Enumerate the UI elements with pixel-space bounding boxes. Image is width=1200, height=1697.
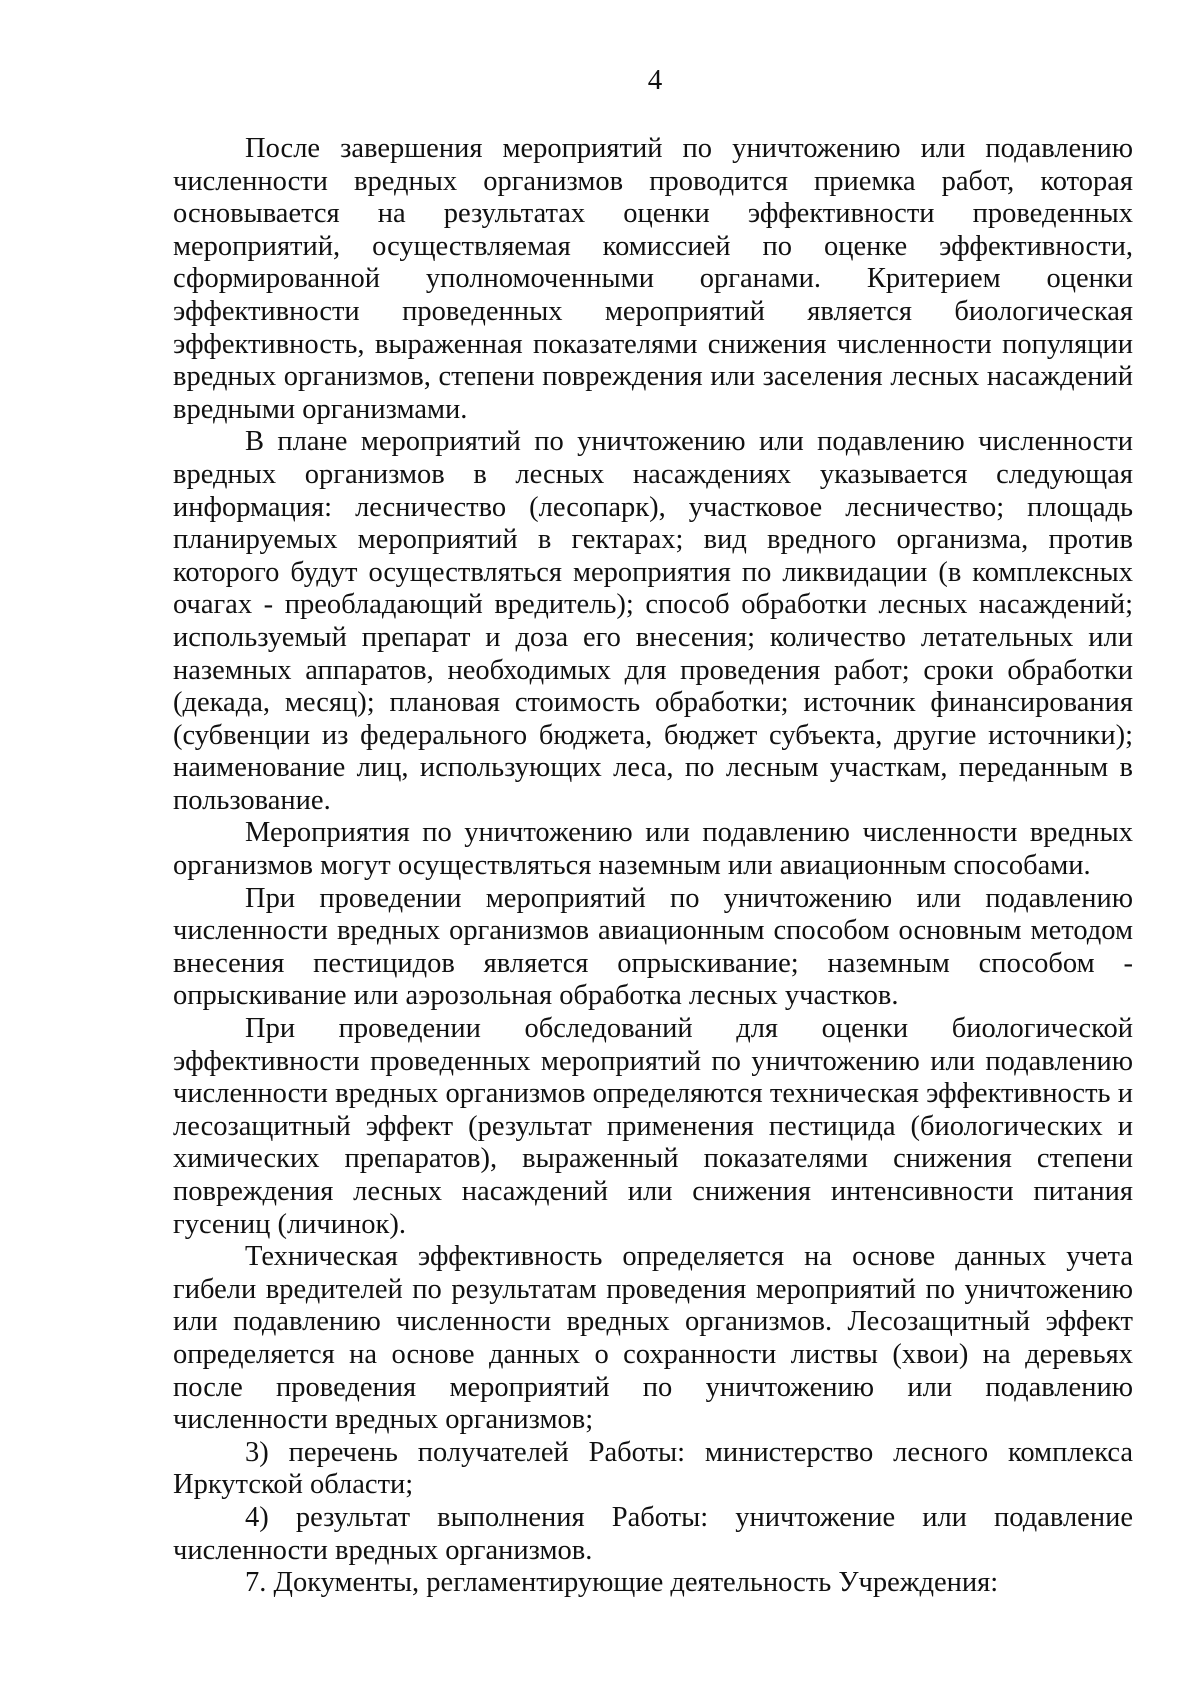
paragraph-methods: Мероприятия по уничтожению или подавлению численности вредных организмов могут осуществляться наземным или авиационным способами. [173, 817, 1133, 882]
list-item-result: 4) результат выполнения Работы: уничтожение или подавление численности вредных организмов. [173, 1501, 1133, 1566]
list-item-recipients: 3) перечень получателей Работы: министерство лесного комплекса Иркутской области; [173, 1436, 1133, 1501]
document-body [173, 133, 1133, 1600]
paragraph-plan-information: В плане мероприятий по уничтожению или подавлению численности вредных организмов в лесных насаждениях указывается следующая информация: лесничество (лесопарк), участковое лесничество; площадь планируемых мероприятий в гектарах; вид вредного организма, против которого будут осуществляться мероприятия по ликвидации (в комплексных очагах - преобладающий вредитель); способ обработки лесных насаждений; используемый препарат и доза его внесения; количество летательных или наземных аппаратов, необходимых для проведения работ; сроки обработки (декада, месяц); плановая стоимость обработки; источник финансирования (субвенции из федерального бюджета, бюджет субъекта, другие источники); наименование лиц, использующих леса, по лесным участкам, переданным в пользование. [173, 426, 1133, 816]
paragraph-aviation-method: При проведении мероприятий по уничтожению или подавлению численности вредных организмов авиационным способом основным методом внесения пестицидов является опрыскивание; наземным способом - опрыскивание или аэрозольная обработка лесных участков. [173, 882, 1133, 1012]
paragraph-technical-efficiency: Техническая эффективность определяется на основе данных учета гибели вредителей по результатам проведения мероприятий по уничтожению или подавлению численности вредных организмов. Лесозащитный эффект определяется на основе данных о сохранности листвы (хвои) на деревьях после проведения мероприятий по уничтожению или подавлению численности вредных организмов; [173, 1241, 1133, 1436]
paragraph-biological-efficiency: При проведении обследований для оценки биологической эффективности проведенных мероприятий по уничтожению или подавлению численности вредных организмов определяются техническая эффективность и лесозащитный эффект (результат применения пестицида (биологических и химических препаратов), выраженный показателями снижения степени повреждения лесных насаждений или снижения интенсивности питания гусениц (личинок). [173, 1013, 1133, 1240]
paragraph-acceptance-of-works: После завершения мероприятий по уничтожению или подавлению численности вредных организмов проводится приемка работ, которая основывается на результатах оценки эффективности проведенных мероприятий, осуществляемая комиссией по оценке эффективности, сформированной уполномоченными органами. Критерием оценки эффективности проведенных мероприятий является биологическая эффективность, выраженная показателями снижения численности популяции вредных организмов, степени повреждения или заселения лесных насаждений вредными организмами. [173, 133, 1133, 425]
section-heading-documents: 7. Документы, регламентирующие деятельность Учреждения: [245, 1567, 999, 1599]
page-number: 4 [647, 64, 663, 96]
